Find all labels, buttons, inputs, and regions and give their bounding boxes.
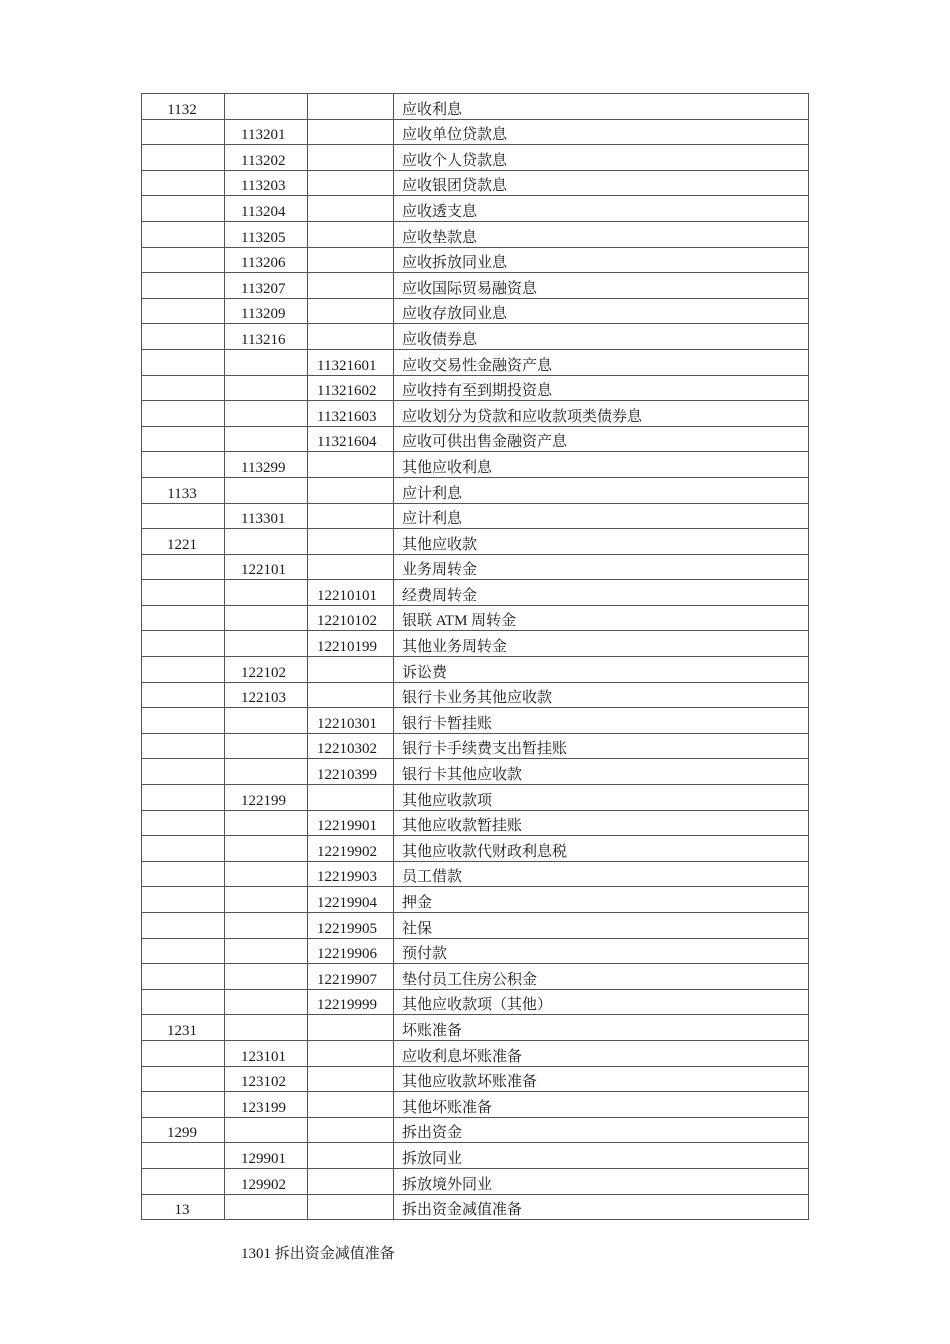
level1-code-cell	[142, 375, 225, 401]
account-name-cell: 银行卡业务其他应收款	[394, 682, 809, 708]
level3-code-cell	[308, 529, 394, 555]
level2-code-cell	[225, 580, 308, 606]
level2-code-cell	[225, 733, 308, 759]
level2-code-cell	[225, 477, 308, 503]
account-name-cell: 应收交易性金融资产息	[394, 349, 809, 375]
table-row	[142, 349, 809, 375]
level3-code-cell	[308, 1168, 394, 1194]
level2-code-cell: 113301	[225, 503, 308, 529]
level2-code-cell	[225, 1015, 308, 1041]
level2-code-cell: 123102	[225, 1066, 308, 1092]
table-row	[142, 119, 809, 145]
level1-code-cell	[142, 631, 225, 657]
account-name-cell: 应计利息	[394, 477, 809, 503]
level2-code-cell: 113299	[225, 452, 308, 478]
account-name-cell: 银联 ATM 周转金	[394, 605, 809, 631]
level1-code-cell	[142, 1092, 225, 1118]
level3-code-cell	[308, 1092, 394, 1118]
level2-code-cell: 113204	[225, 196, 308, 222]
level1-code-cell	[142, 785, 225, 811]
account-name-cell: 其他应收款代财政利息税	[394, 836, 809, 862]
level1-code-cell	[142, 1066, 225, 1092]
footer-text: 1301 拆出资金减值准备	[241, 1246, 395, 1262]
level3-code-cell	[308, 119, 394, 145]
account-name-cell: 应收债券息	[394, 324, 809, 350]
level2-code-cell	[225, 1117, 308, 1143]
level1-code-cell	[142, 861, 225, 887]
account-name-cell: 应收个人贷款息	[394, 145, 809, 171]
level1-code-cell	[142, 1168, 225, 1194]
level3-code-cell	[308, 1194, 394, 1220]
level2-code-cell: 113216	[225, 324, 308, 350]
table-row	[142, 503, 809, 529]
level2-code-cell	[225, 913, 308, 939]
level1-code-cell	[142, 554, 225, 580]
table-row	[142, 196, 809, 222]
level3-code-cell	[308, 554, 394, 580]
account-name-cell: 应收单位贷款息	[394, 119, 809, 145]
account-name-cell: 其他业务周转金	[394, 631, 809, 657]
table-row	[142, 657, 809, 683]
account-name-cell: 银行卡暂挂账	[394, 708, 809, 734]
level2-code-cell	[225, 836, 308, 862]
level2-code-cell: 113206	[225, 247, 308, 273]
level2-code-cell	[225, 708, 308, 734]
account-name-cell: 拆出资金减值准备	[394, 1194, 809, 1220]
level1-code-cell	[142, 733, 225, 759]
table-row	[142, 785, 809, 811]
account-name-cell: 应收存放同业息	[394, 298, 809, 324]
account-name-cell: 应收利息	[394, 94, 809, 120]
level2-code-cell	[225, 426, 308, 452]
level3-code-cell	[308, 1117, 394, 1143]
account-name-cell: 其他应收款项	[394, 785, 809, 811]
level1-code-cell	[142, 426, 225, 452]
level1-code-cell	[142, 810, 225, 836]
level2-code-cell	[225, 94, 308, 120]
level3-code-cell	[308, 273, 394, 299]
level1-code-cell	[142, 682, 225, 708]
table-row	[142, 247, 809, 273]
table-row	[142, 426, 809, 452]
table-row	[142, 298, 809, 324]
account-name-cell: 其他应收款	[394, 529, 809, 555]
account-name-cell: 垫付员工住房公积金	[394, 964, 809, 990]
account-name-cell: 其他应收利息	[394, 452, 809, 478]
table-row	[142, 964, 809, 990]
level2-code-cell	[225, 605, 308, 631]
level3-code-cell: 12219904	[308, 887, 394, 913]
level2-code-cell: 129901	[225, 1143, 308, 1169]
level3-code-cell	[308, 477, 394, 503]
table-row	[142, 861, 809, 887]
account-name-cell: 坏账准备	[394, 1015, 809, 1041]
level2-code-cell: 122102	[225, 657, 308, 683]
table-row	[142, 1143, 809, 1169]
level1-code-cell	[142, 1040, 225, 1066]
level1-code-cell	[142, 503, 225, 529]
level2-code-cell	[225, 989, 308, 1015]
table-row	[142, 1194, 809, 1220]
account-name-cell: 应收银团贷款息	[394, 170, 809, 196]
level3-code-cell	[308, 145, 394, 171]
level3-code-cell	[308, 94, 394, 120]
table-row	[142, 529, 809, 555]
level1-code-cell	[142, 324, 225, 350]
table-row	[142, 1066, 809, 1092]
account-code-table-body	[142, 94, 809, 1220]
account-name-cell: 经费周转金	[394, 580, 809, 606]
level3-code-cell	[308, 682, 394, 708]
level2-code-cell	[225, 759, 308, 785]
level1-code-cell: 1299	[142, 1117, 225, 1143]
level2-code-cell: 113205	[225, 221, 308, 247]
table-row	[142, 733, 809, 759]
level3-code-cell: 12210102	[308, 605, 394, 631]
level3-code-cell: 12219905	[308, 913, 394, 939]
table-row	[142, 810, 809, 836]
account-name-cell: 其他应收款暂挂账	[394, 810, 809, 836]
level1-code-cell	[142, 836, 225, 862]
level3-code-cell: 12219906	[308, 938, 394, 964]
table-row	[142, 708, 809, 734]
level3-code-cell	[308, 196, 394, 222]
level1-code-cell	[142, 298, 225, 324]
account-name-cell: 预付款	[394, 938, 809, 964]
level2-code-cell	[225, 964, 308, 990]
level2-code-cell	[225, 938, 308, 964]
account-code-table	[141, 93, 809, 1220]
table-row	[142, 989, 809, 1015]
level2-code-cell	[225, 529, 308, 555]
table-row	[142, 1117, 809, 1143]
account-name-cell: 业务周转金	[394, 554, 809, 580]
level1-code-cell	[142, 887, 225, 913]
level3-code-cell: 12210199	[308, 631, 394, 657]
level2-code-cell: 129902	[225, 1168, 308, 1194]
table-row	[142, 452, 809, 478]
level3-code-cell: 12210101	[308, 580, 394, 606]
table-row	[142, 605, 809, 631]
level1-code-cell	[142, 196, 225, 222]
level1-code-cell: 1133	[142, 477, 225, 503]
level3-code-cell	[308, 247, 394, 273]
level1-code-cell: 13	[142, 1194, 225, 1220]
level1-code-cell	[142, 221, 225, 247]
level3-code-cell	[308, 298, 394, 324]
level3-code-cell	[308, 1040, 394, 1066]
account-name-cell: 其他坏账准备	[394, 1092, 809, 1118]
level1-code-cell	[142, 708, 225, 734]
table-row	[142, 324, 809, 350]
level3-code-cell	[308, 170, 394, 196]
level2-code-cell: 122101	[225, 554, 308, 580]
level3-code-cell	[308, 657, 394, 683]
level2-code-cell: 113203	[225, 170, 308, 196]
level1-code-cell	[142, 759, 225, 785]
table-row	[142, 1015, 809, 1041]
level3-code-cell: 11321603	[308, 401, 394, 427]
account-name-cell: 应计利息	[394, 503, 809, 529]
account-name-cell: 其他应收款坏账准备	[394, 1066, 809, 1092]
table-row	[142, 477, 809, 503]
level1-code-cell: 1221	[142, 529, 225, 555]
account-name-cell: 拆放同业	[394, 1143, 809, 1169]
account-name-cell: 银行卡手续费支出暂挂账	[394, 733, 809, 759]
level1-code-cell	[142, 1143, 225, 1169]
account-name-cell: 拆出资金	[394, 1117, 809, 1143]
level3-code-cell: 12219902	[308, 836, 394, 862]
account-name-cell: 应收划分为贷款和应收款项类债券息	[394, 401, 809, 427]
level1-code-cell	[142, 452, 225, 478]
table-row	[142, 273, 809, 299]
table-row	[142, 145, 809, 171]
account-name-cell: 应收拆放同业息	[394, 247, 809, 273]
table-row	[142, 375, 809, 401]
account-name-cell: 员工借款	[394, 861, 809, 887]
level2-code-cell	[225, 810, 308, 836]
account-name-cell: 应收国际贸易融资息	[394, 273, 809, 299]
level2-code-cell	[225, 887, 308, 913]
level3-code-cell	[308, 503, 394, 529]
account-name-cell: 应收可供出售金融资产息	[394, 426, 809, 452]
table-row	[142, 580, 809, 606]
level1-code-cell: 1231	[142, 1015, 225, 1041]
level3-code-cell	[308, 221, 394, 247]
level3-code-cell: 12210301	[308, 708, 394, 734]
level3-code-cell: 11321602	[308, 375, 394, 401]
table-row	[142, 682, 809, 708]
level2-code-cell	[225, 375, 308, 401]
account-name-cell: 押金	[394, 887, 809, 913]
table-row	[142, 759, 809, 785]
level1-code-cell	[142, 119, 225, 145]
level2-code-cell: 113201	[225, 119, 308, 145]
level2-code-cell: 123101	[225, 1040, 308, 1066]
level1-code-cell	[142, 938, 225, 964]
level3-code-cell	[308, 785, 394, 811]
table-row	[142, 1092, 809, 1118]
level1-code-cell: 1132	[142, 94, 225, 120]
account-name-cell: 诉讼费	[394, 657, 809, 683]
level2-code-cell	[225, 631, 308, 657]
account-name-cell: 应收透支息	[394, 196, 809, 222]
level3-code-cell	[308, 1143, 394, 1169]
level1-code-cell	[142, 170, 225, 196]
level1-code-cell	[142, 964, 225, 990]
level1-code-cell	[142, 657, 225, 683]
table-row	[142, 938, 809, 964]
level3-code-cell	[308, 452, 394, 478]
level1-code-cell	[142, 273, 225, 299]
level2-code-cell: 123199	[225, 1092, 308, 1118]
level3-code-cell: 12210302	[308, 733, 394, 759]
level2-code-cell: 113202	[225, 145, 308, 171]
level2-code-cell	[225, 861, 308, 887]
table-row	[142, 170, 809, 196]
account-name-cell: 应收持有至到期投资息	[394, 375, 809, 401]
level1-code-cell	[142, 989, 225, 1015]
table-row	[142, 631, 809, 657]
level1-code-cell	[142, 247, 225, 273]
account-name-cell: 社保	[394, 913, 809, 939]
level1-code-cell	[142, 145, 225, 171]
table-row	[142, 554, 809, 580]
level3-code-cell: 12219901	[308, 810, 394, 836]
level1-code-cell	[142, 913, 225, 939]
level2-code-cell	[225, 401, 308, 427]
level3-code-cell: 12219903	[308, 861, 394, 887]
level2-code-cell: 113209	[225, 298, 308, 324]
level3-code-cell: 12210399	[308, 759, 394, 785]
level2-code-cell	[225, 349, 308, 375]
level3-code-cell	[308, 1015, 394, 1041]
table-row	[142, 94, 809, 120]
table-row	[142, 1168, 809, 1194]
table-row	[142, 221, 809, 247]
level2-code-cell: 122103	[225, 682, 308, 708]
account-name-cell: 银行卡其他应收款	[394, 759, 809, 785]
table-row	[142, 887, 809, 913]
level3-code-cell: 11321601	[308, 349, 394, 375]
level1-code-cell	[142, 349, 225, 375]
level1-code-cell	[142, 605, 225, 631]
level3-code-cell	[308, 1066, 394, 1092]
level3-code-cell	[308, 324, 394, 350]
level1-code-cell	[142, 580, 225, 606]
account-name-cell: 其他应收款项（其他）	[394, 989, 809, 1015]
account-name-cell: 拆放境外同业	[394, 1168, 809, 1194]
level3-code-cell: 12219907	[308, 964, 394, 990]
level3-code-cell: 11321604	[308, 426, 394, 452]
account-name-cell: 应收利息坏账准备	[394, 1040, 809, 1066]
table-row	[142, 1040, 809, 1066]
level2-code-cell: 122199	[225, 785, 308, 811]
level3-code-cell: 12219999	[308, 989, 394, 1015]
level1-code-cell	[142, 401, 225, 427]
table-row	[142, 836, 809, 862]
account-name-cell: 应收垫款息	[394, 221, 809, 247]
level2-code-cell	[225, 1194, 308, 1220]
level2-code-cell: 113207	[225, 273, 308, 299]
table-row	[142, 913, 809, 939]
table-row	[142, 401, 809, 427]
